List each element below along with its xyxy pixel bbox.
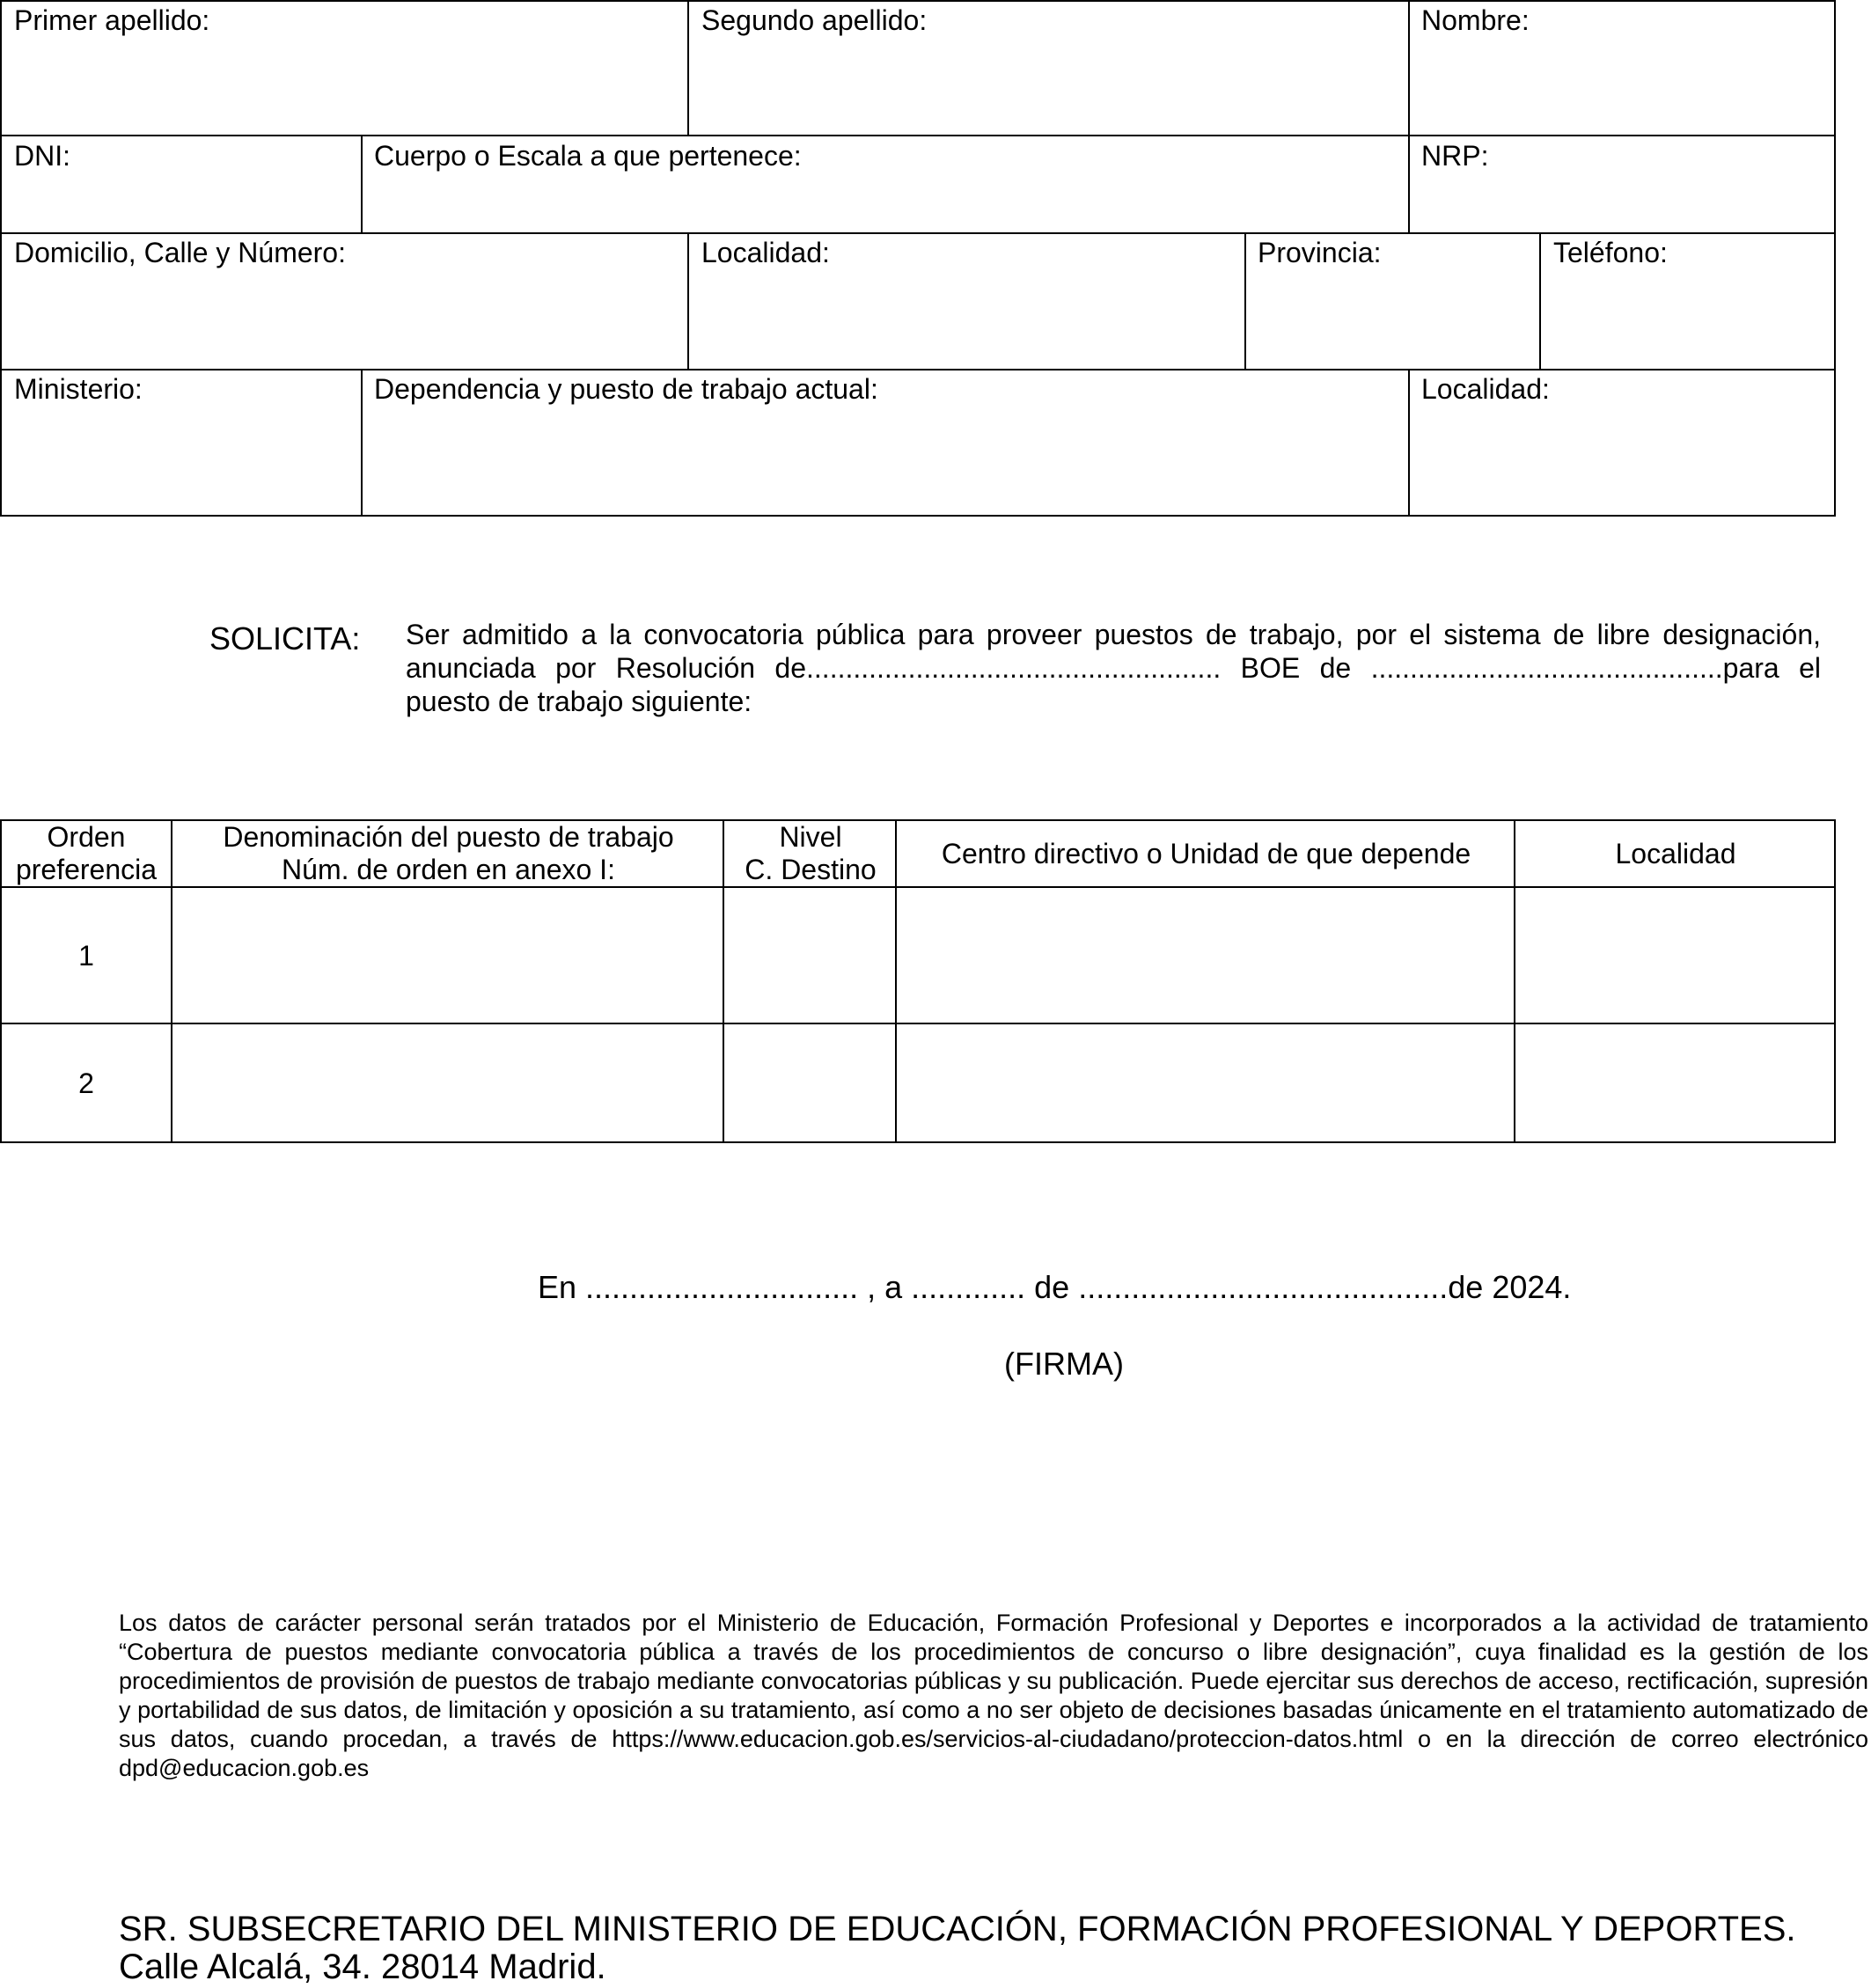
col-divider: [687, 232, 689, 370]
header-orden-preferencia: [0, 819, 172, 888]
row-divider: [0, 232, 1836, 234]
header-orden-line1: Orden: [47, 821, 126, 853]
localidad-trabajo-field[interactable]: Localidad:: [1421, 373, 1550, 405]
nrp-field[interactable]: NRP:: [1421, 140, 1489, 172]
col-divider: [1244, 232, 1246, 370]
segundo-apellido-field[interactable]: Segundo apellido:: [701, 4, 928, 36]
provincia-field[interactable]: Provincia:: [1258, 237, 1382, 268]
nombre-field[interactable]: Nombre:: [1421, 4, 1530, 36]
header-localidad: [1515, 819, 1836, 888]
row-divider: [0, 369, 1836, 370]
header-denominacion: [172, 819, 724, 888]
header-nivel-line2: C. Destino: [745, 854, 877, 885]
row-divider: [0, 1023, 1836, 1024]
header-orden-line2: preferencia: [15, 854, 158, 885]
solicita-text: Ser admitido a la convocatoria pública para proveer puestos de trabajo, por el sistema de libre designación, anunciada por Resolución de..................................................... BOE de .............................................para el puesto de trabajo siguiente:: [406, 619, 1821, 717]
privacy-notice: Los datos de carácter personal serán tratados por el Ministerio de Educación, Formación Profesional y Deportes e incorporados a la actividad de tratamiento “Cobertura de puestos mediante convocatoria pública a través de los procedimientos de concurso o libre designación”, cuya finalidad es la gestión de los procedimientos de provisión de puestos de trabajo mediante convocatorias públicas y su publicación. Puede ejercitar sus derechos de acceso, rectificación, supresión y portabilidad de sus datos, de limitación y oposición a su tratamiento, así como a no ser objeto de decisiones basadas únicamente en el tratamiento automatizado de sus datos, cuando procedan, a través de https://www.educacion.gob.es/servicios-al-ciudadano/proteccion-datos.html o en la dirección de correo electrónico dpd@educacion.gob.es: [119, 1610, 1868, 1781]
dependencia-field[interactable]: Dependencia y puesto de trabajo actual:: [374, 373, 878, 405]
telefono-field[interactable]: Teléfono:: [1553, 237, 1668, 268]
header-centro-directivo: [897, 819, 1515, 888]
domicilio-field[interactable]: Domicilio, Calle y Número:: [14, 237, 346, 268]
col-divider: [1408, 0, 1410, 136]
col-divider: [1408, 135, 1410, 234]
place-date-line: En ............................... , a ............. de ..........................................de 2024.: [538, 1269, 1572, 1305]
col-divider: [361, 135, 363, 234]
header-denominacion-line2: Núm. de orden en anexo I:: [282, 854, 615, 885]
header-nivel-line1: Nivel: [779, 821, 842, 853]
addressee-line-2: Calle Alcalá, 34. 28014 Madrid.: [119, 1948, 606, 1986]
header-localidad-text: Localidad: [1615, 837, 1736, 869]
localidad-field[interactable]: Localidad:: [701, 237, 830, 268]
row-number-2: 2: [78, 1067, 94, 1099]
header-centro-text: Centro directivo o Unidad de que depende: [941, 837, 1471, 869]
col-divider: [1408, 369, 1410, 517]
addressee-line-1: SR. SUBSECRETARIO DEL MINISTERIO DE EDUCACIÓN, FORMACIÓN PROFESIONAL Y DEPORTES.: [119, 1910, 1796, 1948]
row-number-1: 1: [78, 940, 94, 972]
header-nivel: [724, 819, 897, 888]
solicita-label: SOLICITA:: [209, 620, 361, 657]
col-divider: [361, 369, 363, 517]
primer-apellido-field[interactable]: Primer apellido:: [14, 4, 210, 36]
col-divider: [1539, 232, 1541, 370]
header-denominacion-line1: Denominación del puesto de trabajo: [223, 821, 674, 853]
col-divider: [687, 0, 689, 136]
cuerpo-escala-field[interactable]: Cuerpo o Escala a que pertenece:: [374, 140, 802, 172]
row-divider: [0, 135, 1836, 136]
firma-label: (FIRMA): [1004, 1346, 1124, 1382]
dni-field[interactable]: DNI:: [14, 140, 70, 172]
ministerio-field[interactable]: Ministerio:: [14, 373, 143, 405]
